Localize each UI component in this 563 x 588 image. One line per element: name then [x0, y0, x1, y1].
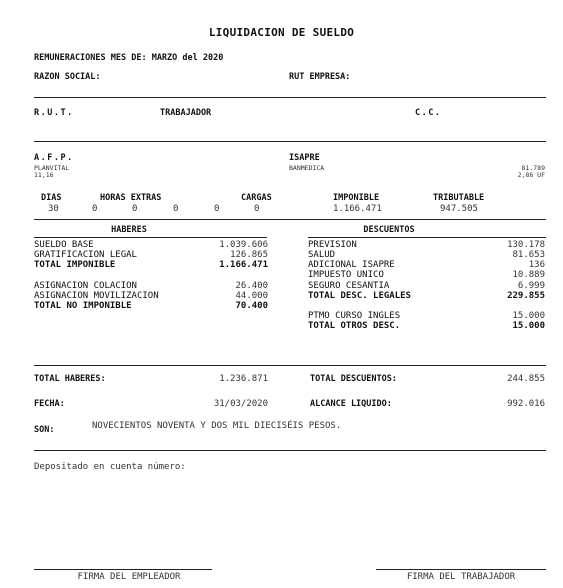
- divider: [34, 365, 546, 366]
- firma-trabajador-label: FIRMA DEL TRABAJADOR: [406, 572, 516, 582]
- horas-extras-label: HORAS EXTRAS: [100, 193, 162, 203]
- document-title: LIQUIDACION DE SUELDO: [208, 26, 355, 39]
- descuento-value: 6.999: [517, 281, 545, 291]
- total-otros-desc-label: TOTAL OTROS DESC.: [308, 321, 401, 331]
- total-haberes-label: TOTAL HABERES:: [34, 374, 106, 384]
- imponible-label: IMPONIBLE: [333, 193, 380, 203]
- divider: [34, 141, 546, 142]
- haberes-header: HABERES: [111, 225, 147, 235]
- descuento-label: SALUD: [308, 250, 336, 260]
- divider: [34, 219, 546, 220]
- horas-value: 0: [92, 204, 98, 214]
- horas-value: 0: [132, 204, 138, 214]
- divider: [308, 237, 546, 238]
- rut-empresa-label: RUT EMPRESA:: [289, 72, 351, 82]
- isapre-name: BANMEDICA: [289, 164, 325, 172]
- afp-rate: 11,16: [34, 171, 54, 179]
- haber-value: 1.039.606: [219, 240, 268, 250]
- total-haberes-value: 1.236.871: [219, 374, 268, 384]
- divider: [34, 450, 546, 451]
- divider: [34, 237, 267, 238]
- isapre-amount: 81.789: [521, 164, 545, 172]
- total-no-imponible-label: TOTAL NO IMPONIBLE: [34, 301, 132, 311]
- total-no-imponible-value: 70.400: [235, 301, 268, 311]
- tributable-value: 947.505: [440, 204, 478, 214]
- remuneraciones-mes-label: REMUNERACIONES MES DE: MARZO del 2020: [34, 53, 224, 63]
- afp-label: A.F.P.: [34, 153, 74, 163]
- firma-empleador-line: [34, 569, 212, 570]
- son-text: NOVECIENTOS NOVENTA Y DOS MIL DIECISÉIS PESOS.: [92, 421, 342, 431]
- haber-label: SUELDO BASE: [34, 240, 94, 250]
- trabajador-label: TRABAJADOR: [160, 108, 212, 118]
- descuentos-header: DESCUENTOS: [363, 225, 415, 235]
- descuento-label: IMPUESTO UNICO: [308, 270, 384, 280]
- tributable-label: TRIBUTABLE: [433, 193, 485, 203]
- alcance-liquido-label: ALCANCE LIQUIDO:: [310, 399, 392, 409]
- total-desc-legales-label: TOTAL DESC. LEGALES: [308, 291, 411, 301]
- total-imponible-label: TOTAL IMPONIBLE: [34, 260, 116, 270]
- total-desc-legales-value: 229.855: [507, 291, 545, 301]
- total-descuentos-value: 244.855: [507, 374, 545, 384]
- firma-empleador-label: FIRMA DEL EMPLEADOR: [77, 572, 181, 582]
- dias-value: 30: [48, 204, 59, 214]
- cargas-label: CARGAS: [241, 193, 272, 203]
- haber-value: 26.400: [235, 281, 268, 291]
- total-imponible-value: 1.166.471: [219, 260, 268, 270]
- divider: [34, 97, 546, 98]
- horas-value: 0: [173, 204, 179, 214]
- imponible-value: 1.166.471: [333, 204, 382, 214]
- isapre-label: ISAPRE: [289, 153, 320, 163]
- isapre-uf: 2,86 UF: [517, 171, 545, 179]
- descuento-value: 10.889: [512, 270, 545, 280]
- cargas-value: 0: [254, 204, 260, 214]
- rut-label: R.U.T.: [34, 108, 74, 118]
- haber-value: 126.865: [230, 250, 268, 260]
- haber-label: GRATIFICACION LEGAL: [34, 250, 137, 260]
- son-label: SON:: [34, 425, 55, 435]
- cc-label: C.C.: [415, 108, 442, 118]
- alcance-liquido-value: 992.016: [507, 399, 545, 409]
- total-otros-desc-value: 15.000: [512, 321, 545, 331]
- haber-value: 44.000: [235, 291, 268, 301]
- descuento-value: 15.000: [512, 311, 545, 321]
- descuento-label: SEGURO CESANTIA: [308, 281, 390, 291]
- descuento-label: PREVISION: [308, 240, 357, 250]
- dias-label: DIAS: [41, 193, 62, 203]
- descuento-value: 130.178: [507, 240, 545, 250]
- descuento-value: 136: [528, 260, 545, 270]
- total-descuentos-label: TOTAL DESCUENTOS:: [310, 374, 397, 384]
- fecha-value: 31/03/2020: [213, 399, 268, 409]
- razon-social-label: RAZON SOCIAL:: [34, 72, 101, 82]
- haber-label: ASIGNACION MOVILIZACION: [34, 291, 159, 301]
- horas-value: 0: [214, 204, 220, 214]
- descuento-label: ADICIONAL ISAPRE: [308, 260, 395, 270]
- deposito-label: Depositado en cuenta número:: [34, 462, 186, 472]
- haber-label: ASIGNACION COLACION: [34, 281, 137, 291]
- fecha-label: FECHA:: [34, 399, 65, 409]
- firma-trabajador-line: [376, 569, 546, 570]
- afp-name: PLANVITAL: [34, 164, 70, 172]
- descuento-value: 81.653: [512, 250, 545, 260]
- descuento-label: PTMO CURSO INGLES: [308, 311, 401, 321]
